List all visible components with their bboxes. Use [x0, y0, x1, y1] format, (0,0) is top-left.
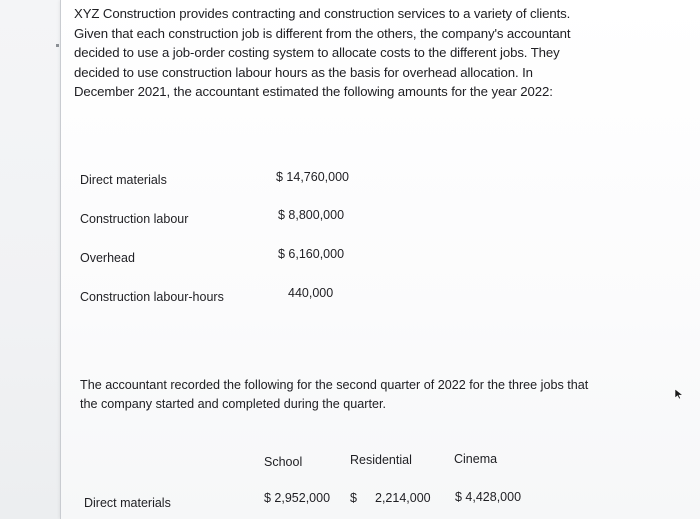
estimate-label-construction-labour: Construction labour: [80, 212, 189, 226]
jobs-cell-residential-currency: $: [350, 491, 357, 505]
mouse-pointer-icon: [674, 388, 684, 400]
estimate-value-overhead: $ 6,160,000: [278, 247, 345, 261]
estimate-label-overhead: Overhead: [80, 251, 135, 265]
estimate-value-labour-hours: 440,000: [288, 286, 334, 300]
margin-marker: [56, 44, 59, 47]
jobs-cell-school-direct-materials: $ 2,952,000: [264, 491, 331, 505]
jobs-cell-cinema-direct-materials: $ 4,428,000: [455, 490, 522, 504]
estimate-value-construction-labour: $ 8,800,000: [278, 208, 345, 222]
column-header-school: School: [264, 455, 303, 469]
estimate-label-direct-materials: Direct materials: [80, 173, 167, 187]
column-header-cinema: Cinema: [454, 452, 498, 466]
second-paragraph: The accountant recorded the following for the second quarter of 2022 for the three jobs that the company started and completed during the quarter.: [80, 378, 589, 411]
column-header-residential: Residential: [350, 453, 412, 467]
jobs-cell-residential-direct-materials: 2,214,000: [375, 491, 431, 505]
estimate-value-direct-materials: $ 14,760,000: [276, 170, 349, 184]
jobs-row-label-direct-materials: Direct materials: [84, 496, 171, 510]
intro-paragraph: XYZ Construction provides contracting and construction services to a variety of clients. Given that each construction job is different from the others, the company's accountant decided to use a job-order costing system to allocate costs to the different jobs. They decided to use construction labour hours as the basis for overhead allocation. In December 2021, the accountant estimated the following amounts for the year 2022:: [74, 6, 571, 99]
estimate-label-labour-hours: Construction labour-hours: [80, 290, 224, 304]
